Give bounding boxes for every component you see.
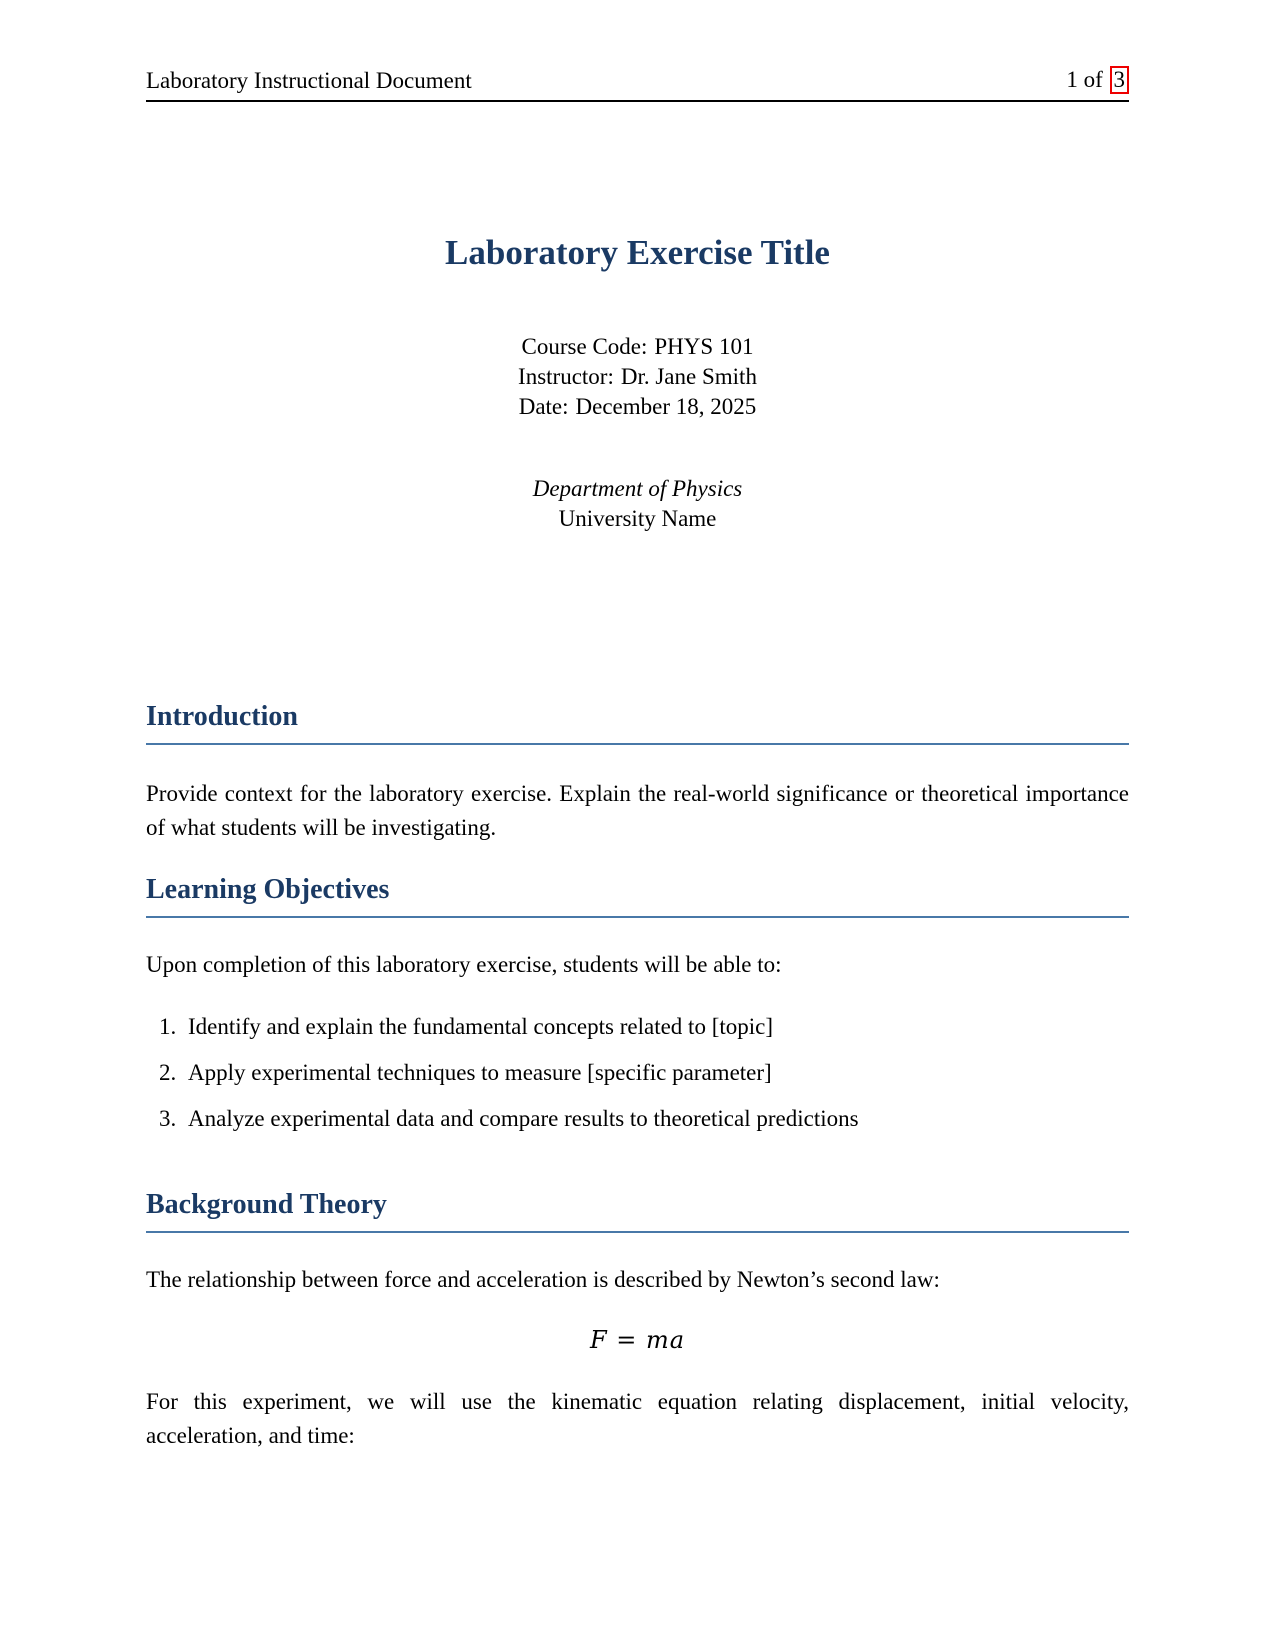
objective-item: 1. Identify and explain the fundamental concepts related to [topic]: [182, 1010, 1129, 1044]
learning-objectives-rule: [146, 916, 1129, 918]
date-label: Date:: [518, 394, 569, 419]
background-theory-heading: Background Theory: [146, 1189, 387, 1220]
date-line: [146, 392, 1129, 422]
running-header-title: Laboratory Instructional Document: [146, 68, 472, 93]
running-header: [146, 0, 1129, 102]
learning-objectives-heading: Learning Objectives: [146, 874, 390, 905]
background-theory-para1: The relationship between force and acceleration is described by Newton’s second law:: [146, 1267, 940, 1292]
document-title: Laboratory Exercise Title: [445, 233, 830, 272]
introduction-body: Provide context for the laboratory exercise. Explain the real-world significance or theoretical importance of what students will be investigating.: [146, 781, 1129, 840]
introduction-rule: [146, 743, 1129, 745]
objective-item: 3. Analyze experimental data and compare results to theoretical predictions: [182, 1102, 1129, 1136]
page-indicator-prefix: 1 of: [1066, 67, 1103, 92]
newton-second-law-equation: F = ma: [589, 1326, 686, 1354]
course-info-block: [146, 332, 1129, 422]
instructor-line: [146, 362, 1129, 392]
introduction-heading: Introduction: [146, 701, 298, 732]
objective-item: 2. Apply experimental techniques to measure [specific parameter]: [182, 1056, 1129, 1090]
instructor-value: Dr. Jane Smith: [620, 364, 757, 389]
learning-objectives-intro: Upon completion of this laboratory exercise, students will be able to:: [146, 952, 782, 977]
department-name: Department of Physics: [532, 476, 743, 501]
course-code-label: Course Code:: [521, 334, 648, 359]
affiliation-block: [146, 474, 1129, 534]
background-theory-rule: [146, 1231, 1129, 1233]
page-indicator: [1066, 66, 1129, 94]
section-background-theory: [146, 1188, 1129, 1453]
date-value: December 18, 2025: [575, 394, 757, 419]
course-code-line: [146, 332, 1129, 362]
course-code-value: PHYS 101: [654, 334, 754, 359]
instructor-label: Instructor:: [518, 364, 614, 389]
section-introduction: [146, 700, 1129, 845]
university-name: University Name: [558, 506, 717, 531]
background-theory-para2: For this experiment, we will use the kinematic equation relating displacement, initial velocity, acceleration, and time:: [146, 1389, 1129, 1448]
objectives-list: [152, 1010, 1129, 1136]
page-total-link[interactable]: 3: [1110, 66, 1130, 94]
section-learning-objectives: [146, 873, 1129, 1136]
